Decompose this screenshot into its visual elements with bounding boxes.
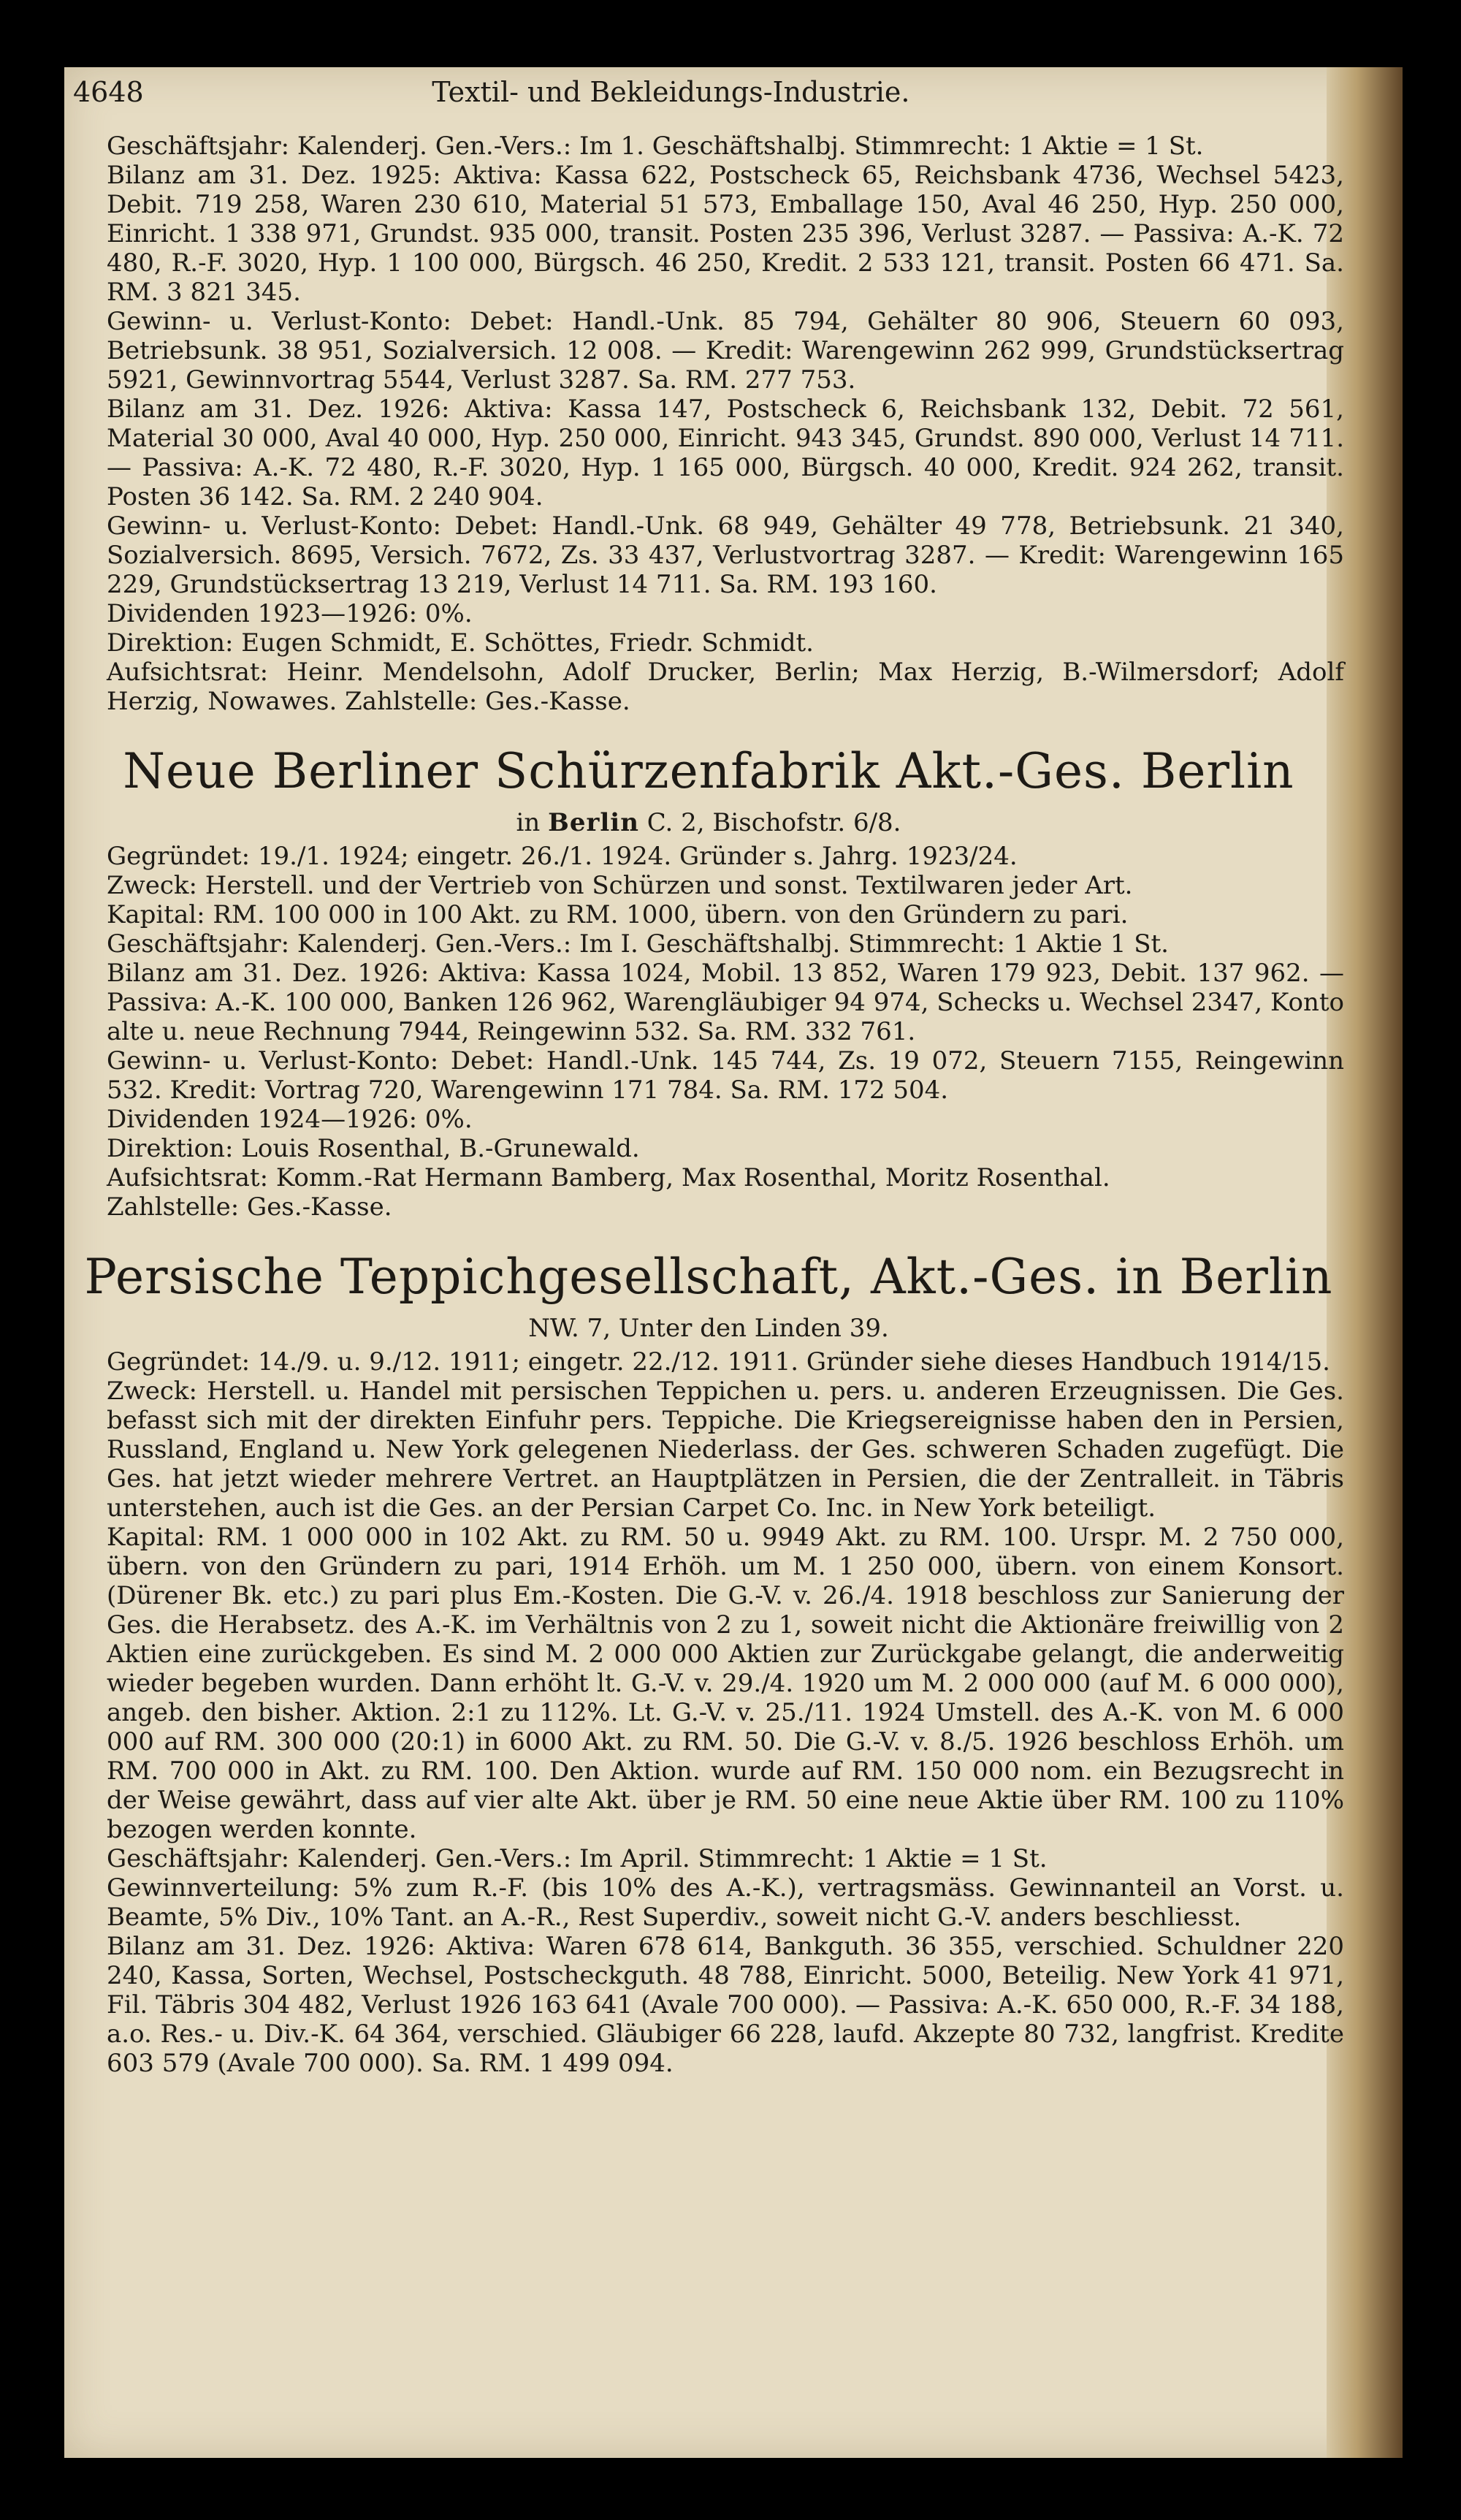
entry-line: Geschäftsjahr: Kalenderj. Gen.-Vers.: Im April. Stimmrecht: 1 Aktie = 1 St.	[107, 1844, 1048, 1873]
entry-line: Zweck: Herstell. und der Vertrieb von Schürzen und sonst. Textilwaren jeder Art.	[107, 871, 1133, 900]
entry-line: Bilanz am 31. Dez. 1925: Aktiva: Kassa 622, Postscheck 65, Reichsbank 4736, Wechsel 5423, Debit. 719 258, Waren 230 610, Material 51 573, Emballage 150, Aval 46 250, Hyp. 250 000, Einricht. 1 338 971, Grundst. 935 000, transit. Posten 235 396, Verlust 3287. — Passiva: A.-K. 72 480, R.-F. 3020, Hyp. 1 100 000, Bürgsch. 46 250, Kredit. 2 533 121, transit. Posten 66 471. Sa. RM. 3 821 345.	[107, 161, 1344, 307]
entry-line: Gegründet: 14./9. u. 9./12. 1911; eingetr. 22./12. 1911. Gründer siehe dieses Handbuch 1914/15.	[107, 1347, 1330, 1377]
entry-line: Aufsichtsrat: Komm.-Rat Hermann Bamberg, Max Rosenthal, Moritz Rosenthal.	[107, 1163, 1110, 1192]
entry-section-3	[73, 1248, 1344, 2078]
entry-line: Bilanz am 31. Dez. 1926: Aktiva: Waren 678 614, Bankguth. 36 355, verschied. Schuldner 220 240, Kassa, Sorten, Wechsel, Postscheckguth. 48 788, Einricht. 5000, Beteilig. New York 41 971, Fil. Täbris 304 482, Verlust 1926 163 641 (Avale 700 000). — Passiva: A.-K. 650 000, R.-F. 34 188, a.o. Res.- u. Div.-K. 64 364, verschied. Gläubiger 66 228, laufd. Akzepte 80 732, langfrist. Kredite 603 579 (Avale 700 000). Sa. RM. 1 499 094.	[107, 1932, 1344, 2078]
running-header	[73, 77, 1344, 107]
entry-line: Bilanz am 31. Dez. 1926: Aktiva: Kassa 1024, Mobil. 13 852, Waren 179 923, Debit. 137 962. — Passiva: A.-K. 100 000, Banken 126 962, Warengläubiger 94 974, Schecks u. Wechsel 2347, Konto alte u. neue Rechnung 7944, Reingewinn 532. Sa. RM. 332 761.	[107, 959, 1344, 1046]
entry-line: Gewinn- u. Verlust-Konto: Debet: Handl.-Unk. 85 794, Gehälter 80 906, Steuern 60 093, Betriebsunk. 38 951, Sozialversich. 12 008. — Kredit: Warengewinn 262 999, Grundstücksertrag 5921, Gewinnvortrag 5544, Verlust 3287. Sa. RM. 277 753.	[107, 307, 1344, 395]
entry-line: Gegründet: 19./1. 1924; eingetr. 26./1. 1924. Gründer s. Jahrg. 1923/24.	[107, 842, 1018, 871]
section-title: Textil- und Bekleidungs-Industrie.	[432, 76, 910, 108]
company-address: NW. 7, Unter den Linden 39.	[528, 1314, 889, 1343]
page-number: 4648	[73, 76, 144, 108]
entry-line: Gewinn- u. Verlust-Konto: Debet: Handl.-Unk. 68 949, Gehälter 49 778, Betriebsunk. 21 340, Sozialversich. 8695, Versich. 7672, Zs. 33 437, Verlustvortrag 3287. — Kredit: Warengewinn 165 229, Grundstücksertrag 13 219, Verlust 14 711. Sa. RM. 193 160.	[107, 511, 1344, 599]
company-address	[73, 808, 1344, 837]
address-prefix: in	[516, 808, 541, 837]
entry-line: Geschäftsjahr: Kalenderj. Gen.-Vers.: Im 1. Geschäftshalbj. Stimmrecht: 1 Aktie = 1 St.	[107, 132, 1204, 161]
entry-section-2	[73, 742, 1344, 1222]
page-content	[73, 77, 1344, 2078]
entry-section-1	[73, 132, 1344, 716]
entry-line: Zweck: Herstell. u. Handel mit persischen Teppichen u. pers. u. anderen Erzeugnissen. Die Ges. befasst sich mit der direkten Einfuhr pers. Teppiche. Die Kriegsereignisse haben den in Persien, Russland, England u. New York gelegenen Niederlass. der Ges. schweren Schaden zugefügt. Die Ges. hat jetzt wieder mehrere Vertret. an Hauptplätzen in Persien, die der Zentralleit. in Täbris unterstehen, auch ist die Ges. an der Persian Carpet Co. Inc. in New York beteiligt.	[107, 1377, 1344, 1523]
entry-line: Dividenden 1923—1926: 0%.	[107, 599, 473, 628]
entry-line: Bilanz am 31. Dez. 1926: Aktiva: Kassa 147, Postscheck 6, Reichsbank 132, Debit. 72 561, Material 30 000, Aval 40 000, Hyp. 250 000, Einricht. 943 345, Grundst. 890 000, Verlust 14 711. — Passiva: A.-K. 72 480, R.-F. 3020, Hyp. 1 165 000, Bürgsch. 40 000, Kredit. 924 262, transit. Posten 36 142. Sa. RM. 2 240 904.	[107, 395, 1344, 511]
entry-line: Aufsichtsrat: Heinr. Mendelsohn, Adolf Drucker, Berlin; Max Herzig, B.-Wilmersdorf; Adolf Herzig, Nowawes. Zahlstelle: Ges.-Kasse.	[107, 658, 1344, 716]
entry-line: Direktion: Eugen Schmidt, E. Schöttes, Friedr. Schmidt.	[107, 628, 814, 658]
entry-line: Gewinnverteilung: 5% zum R.-F. (bis 10% des A.-K.), vertragsmäss. Gewinnanteil an Vorst. u. Beamte, 5% Div., 10% Tant. an A.-R., Rest Superdiv., soweit nicht G.-V. anders beschliesst.	[107, 1873, 1344, 1932]
entry-line: Dividenden 1924—1926: 0%.	[107, 1105, 473, 1134]
entry-line: Zahlstelle: Ges.-Kasse.	[107, 1192, 392, 1222]
address-street: C. 2, Bischofstr. 6/8.	[646, 808, 901, 837]
address-city: Berlin	[548, 808, 639, 837]
entry-line: Kapital: RM. 1 000 000 in 102 Akt. zu RM. 50 u. 9949 Akt. zu RM. 100. Urspr. M. 2 750 000, übern. von den Gründern zu pari, 1914 Erhöh. um M. 1 250 000, übern. von einem Konsort. (Dürener Bk. etc.) zu pari plus Em.-Kosten. Die G.-V. v. 26./4. 1918 beschloss zur Sanierung der Ges. die Herabsetz. des A.-K. im Verhältnis von 2 zu 1, soweit nicht die Aktionäre freiwillig von 2 Aktien eine zurückgeben. Es sind M. 2 000 000 Aktien zur Zurückgabe gelangt, die anderweitig wieder begeben wurden. Dann erhöht lt. G.-V. v. 29./4. 1920 um M. 2 000 000 (auf M. 6 000 000), angeb. den bisher. Aktion. 2:1 zu 112%. Lt. G.-V. v. 25./11. 1924 Umstell. des A.-K. von M. 6 000 000 auf RM. 300 000 (20:1) in 6000 Akt. zu RM. 50. Die G.-V. v. 8./5. 1926 beschloss Erhöh. um RM. 700 000 in Akt. zu RM. 100. Den Aktion. wurde auf RM. 150 000 nom. ein Bezugsrecht in der Weise gewährt, dass auf vier alte Akt. über je RM. 50 eine neue Aktie über RM. 100 zu 110% bezogen werden konnte.	[107, 1523, 1344, 1844]
company-heading: Neue Berliner Schürzenfabrik Akt.-Ges. Berlin	[123, 743, 1294, 799]
company-heading: Persische Teppichgesellschaft, Akt.-Ges. in Berlin	[84, 1249, 1333, 1305]
entry-line: Kapital: RM. 100 000 in 100 Akt. zu RM. 1000, übern. von den Gründern zu pari.	[107, 900, 1129, 929]
entry-line: Gewinn- u. Verlust-Konto: Debet: Handl.-Unk. 145 744, Zs. 19 072, Steuern 7155, Reingewinn 532. Kredit: Vortrag 720, Warengewinn 171 784. Sa. RM. 172 504.	[107, 1046, 1344, 1105]
entry-line: Geschäftsjahr: Kalenderj. Gen.-Vers.: Im I. Geschäftshalbj. Stimmrecht: 1 Aktie 1 St.	[107, 929, 1169, 959]
entry-line: Direktion: Louis Rosenthal, B.-Grunewald.	[107, 1134, 640, 1163]
